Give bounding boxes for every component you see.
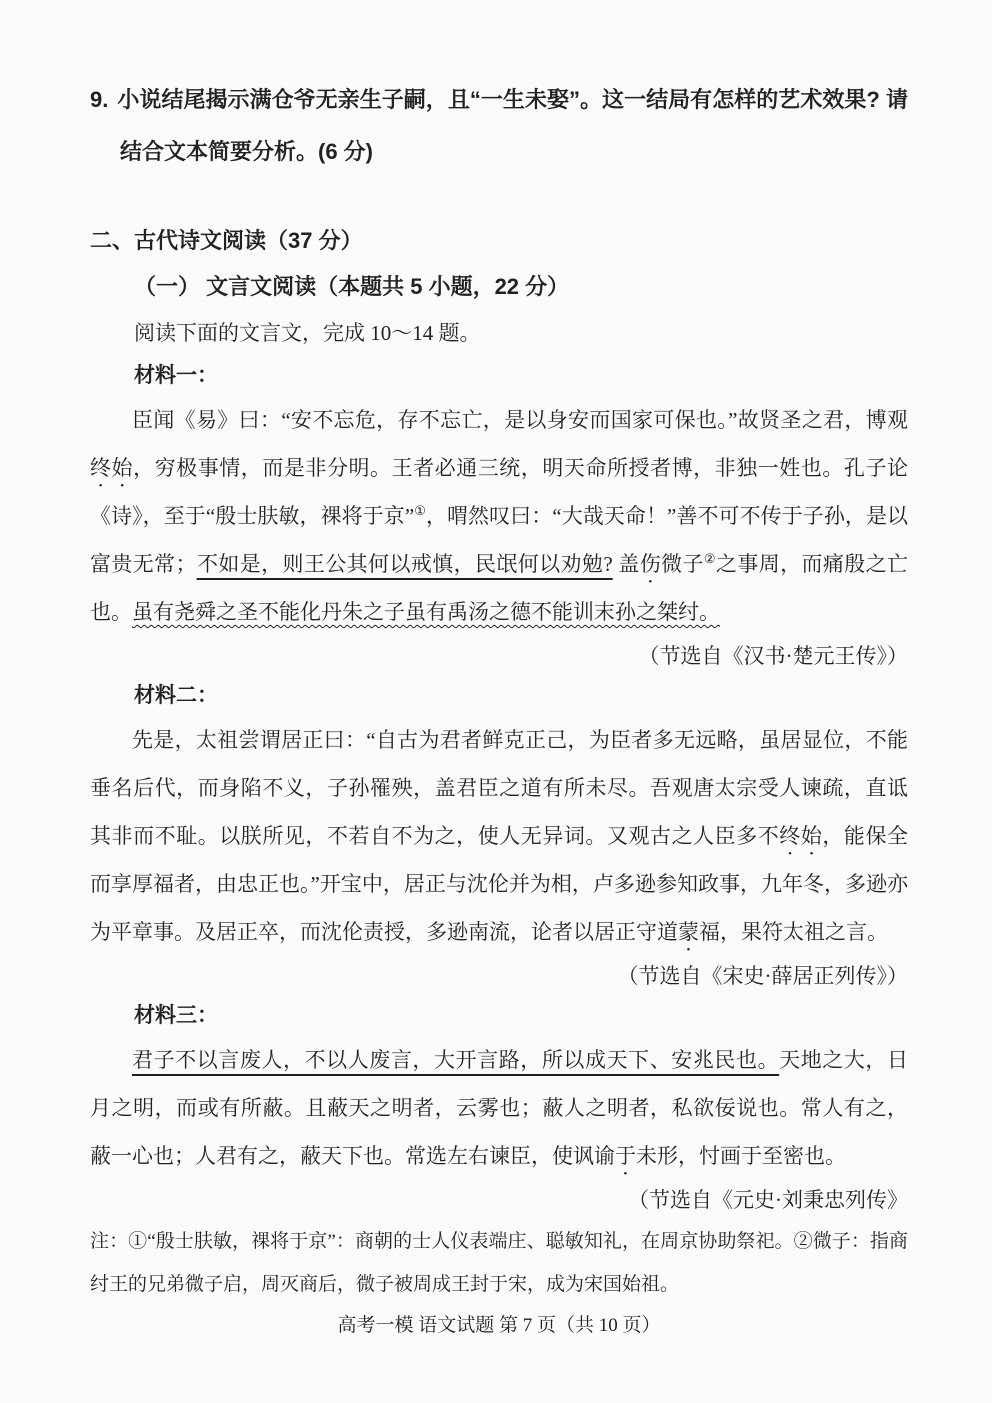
footnotes: 注：①“殷士肤敏，祼将于京”：商朝的士人仪表端庄、聪敏知礼，在周京协助祭祀。②微子：指商纣王的兄弟微子启，周灭商后，微子被周成王封于宋，成为宋国始祖。 <box>90 1231 908 1295</box>
material-3-label: 材料三： <box>134 1004 218 1027</box>
material-2-label: 材料二： <box>134 684 218 707</box>
question-9-number: 9. <box>90 87 109 112</box>
material-3-passage: 君子不以言废人，不以人废言，大开言路，所以成天下、安兆民也。天地之大，日月之明，而或有所蔽。且蔽天之明者，云雾也；蔽人之明者，私欲佞说也。常人有之，蔽一心也；人君有之，蔽天下也。常选左右谏臣，使讽谕于未形，忖画于至密也。 <box>90 1048 908 1168</box>
question-9-text: 小说结尾揭示满仓爷无亲生子嗣，且“一生未娶”。这一结局有怎样的艺术效果? 请结合文本简要分析。(6 分) <box>117 87 908 164</box>
material-1-label: 材料一： <box>134 364 218 387</box>
section-heading: 二、古代诗文阅读（37 分） <box>90 228 363 253</box>
material-1-citation: （节选自《汉书·楚元王传》） <box>638 644 908 668</box>
material-1-passage: 臣闻《易》曰：“安不忘危，存不忘亡，是以身安而国家可保也。”故贤圣之君，博观终始，穷极事情，而是非分明。王者必通三统，明天命所授者博，非独一姓也。孔子论《诗》，至于“殷士肤敏，祼将于京”①，喟然叹曰：“大哉天命！”善不可不传于子孙，是以富贵无常；不如是，则王公其何以戒慎，民氓何以劝勉? 盖伤微子②之事周，而痛殷之亡也。虽有尧舜之圣不能化丹朱之子虽有禹汤之德不能训末孙之桀纣。 <box>90 408 909 624</box>
reading-instruction: 阅读下面的文言文，完成 10～14 题。 <box>134 321 481 345</box>
question-9 <box>90 74 908 178</box>
material-2-passage: 先是，太祖尝谓居正曰：“自古为君者鲜克正己，为臣者多无远略，虽居显位，不能垂名后代，而身陷不义，子孙罹殃，盖君臣之道有所未尽。吾观唐太宗受人谏疏，直诋其非而不耻。以朕所见，不若自不为之，使人无异词。又观古之人臣多不终始，能保全而享厚福者，由忠正也。”开宝中，居正与沈伦并为相，卢多逊参知政事，九年冬，多逊亦为平章事。及居正卒，而沈伦责授，多逊南流，论者以居正守道蒙福，果符太祖之言。 <box>90 728 909 944</box>
material-3-citation: （节选自《元史·刘秉忠列传》 <box>628 1188 908 1212</box>
material-2-citation: （节选自《宋史·薛居正列传》） <box>617 964 908 988</box>
subsection-heading: （一） 文言文阅读（本题共 5 小题，22 分） <box>134 274 570 299</box>
page-footer: 高考一模 语文试题 第 7 页（共 10 页） <box>337 1315 661 1336</box>
